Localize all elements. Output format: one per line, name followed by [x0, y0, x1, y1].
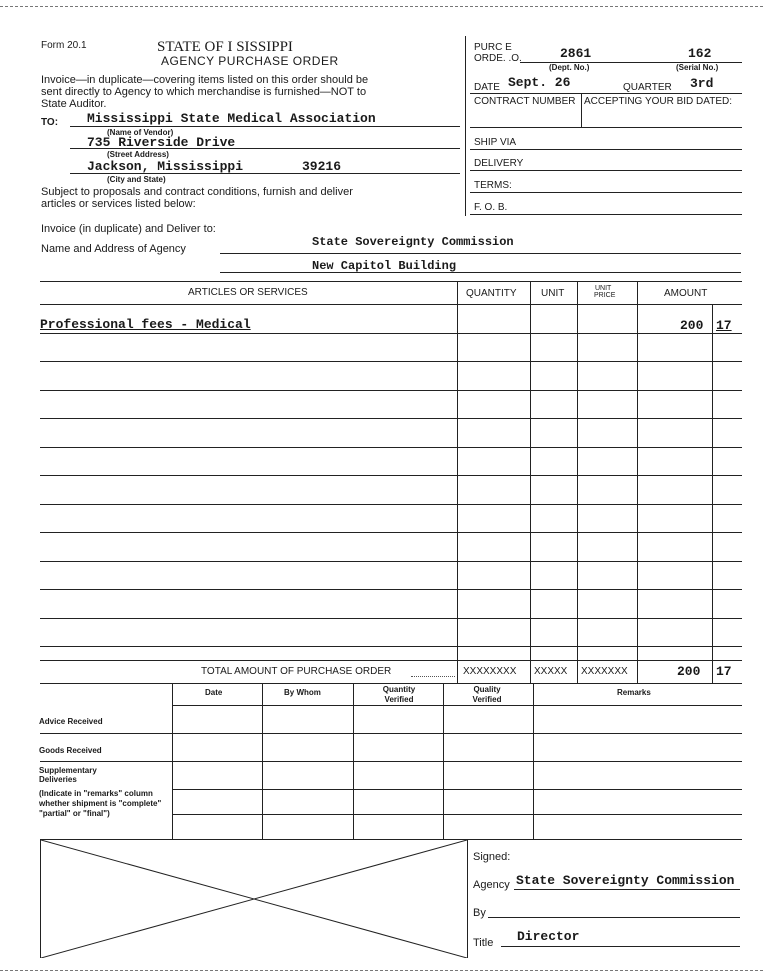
signed-label: Signed:: [473, 851, 511, 863]
quarter-value: 3rd: [690, 76, 714, 91]
remarks-instruction: (Indicate in "remarks" column whether shipment is "complete" "partial" or "final"): [39, 789, 162, 818]
vendor-street-caption: (Street Address): [107, 150, 169, 159]
vendor-street: 735 Riverside Drive: [87, 135, 236, 150]
item-description: Professional fees - Medical: [40, 317, 251, 332]
vendor-city-line: [70, 173, 460, 174]
dept-number: 2861: [560, 46, 592, 61]
top-edge-artifact: [0, 6, 763, 7]
total-amount-dollars: 200: [677, 664, 701, 679]
form-title: STATE OF I SISSIPPI: [157, 39, 293, 55]
agency-address-label: Name and Address of Agency: [41, 243, 186, 255]
form-number: Form 20.1: [41, 40, 87, 51]
receipt-header-date: Date: [205, 688, 223, 697]
delivery-line: [470, 170, 742, 171]
invoice-note-line-1: Invoice—in duplicate—covering items listed on this order should be: [41, 74, 369, 86]
date-label: DATE: [474, 82, 500, 93]
col-header-unit: UNIT: [541, 288, 565, 299]
order-date: Sept. 26: [508, 75, 571, 90]
quarter-label: QUARTER: [623, 82, 672, 93]
receipt-header-remarks: Remarks: [617, 688, 651, 697]
vendor-street-line: [70, 148, 460, 149]
item-amount-cents: 17: [716, 318, 732, 333]
total-unit-x: XXXXX: [534, 666, 568, 677]
sign-by-line: [488, 917, 740, 918]
row-supplementary-deliveries: Supplementary Deliveries: [39, 766, 97, 784]
vendor-name-caption: (Name of Vendor): [107, 128, 174, 137]
total-quantity-x: XXXXXXXX: [463, 666, 517, 677]
col-header-articles: ARTICLES OR SERVICES: [188, 287, 308, 298]
agency-address-line: [220, 272, 741, 273]
vendor-zip: 39216: [302, 159, 342, 174]
void-x-mark: [41, 840, 467, 958]
col-header-amount: AMOUNT: [664, 288, 708, 299]
sign-title-label: Title: [473, 937, 494, 949]
col-header-unit-price-line-1: UNIT: [595, 285, 612, 292]
serial-number: 162: [688, 46, 712, 61]
vendor-name: Mississippi State Medical Association: [87, 111, 376, 126]
invoice-note-line-2: sent directly to Agency to which merchandise is furnished—NOT to: [41, 86, 367, 98]
contract-divider: [581, 93, 582, 127]
delivery-label: DELIVERY: [474, 158, 524, 169]
invoice-note-line-3: State Auditor.: [41, 98, 107, 110]
form-subtitle: AGENCY PURCHASE ORDER: [161, 54, 339, 68]
sign-title-line: [501, 946, 740, 947]
agency-address: New Capitol Building: [312, 259, 457, 273]
fob-line: [470, 214, 742, 215]
ship-via-label: SHIP VIA: [474, 137, 517, 148]
receipt-header-by-whom: By Whom: [284, 688, 321, 697]
vendor-city-caption: (City and State): [107, 175, 166, 184]
total-label: TOTAL AMOUNT OF PURCHASE ORDER: [201, 666, 392, 677]
sign-by-label: By: [473, 907, 486, 919]
deliver-to-label: Invoice (in duplicate) and Deliver to:: [41, 223, 216, 235]
col-header-unit-price-line-2: PRICE: [594, 292, 616, 299]
sign-agency-line: [514, 889, 740, 890]
po-label-line-1: PURC E: [474, 42, 512, 53]
total-leader: [411, 676, 455, 677]
receipt-header-quality-verified: Quality Verified: [472, 685, 502, 704]
item-amount-dollars: 200: [680, 318, 704, 333]
sign-agency-value: State Sovereignty Commission: [516, 873, 735, 888]
ship-via-line: [470, 149, 742, 150]
total-price-x: XXXXXXX: [581, 666, 628, 677]
contract-line: [470, 127, 742, 128]
subject-line-1: Subject to proposals and contract conditions, furnish and deliver: [41, 186, 353, 198]
serial-caption: (Serial No.): [676, 63, 719, 72]
agency-name-line: [220, 253, 741, 254]
terms-label: TERMS:: [474, 180, 512, 191]
fob-label: F. O. B.: [474, 202, 508, 213]
total-amount-cents: 17: [716, 664, 732, 679]
col-header-quantity: QUANTITY: [466, 288, 517, 299]
vendor-name-line: [70, 126, 460, 127]
contract-number-label: CONTRACT NUMBER: [474, 96, 576, 107]
sign-title-value: Director: [517, 929, 580, 944]
bid-date-label: ACCEPTING YOUR BID DATED:: [584, 96, 732, 107]
bottom-edge-artifact: [0, 970, 763, 971]
date-line: [470, 93, 742, 94]
sign-agency-label: Agency: [473, 879, 510, 891]
row-goods-received: Goods Received: [39, 746, 102, 755]
row-advice-received: Advice Received: [39, 717, 103, 726]
terms-line: [470, 192, 742, 193]
void-box: [40, 840, 468, 958]
receipt-header-quantity-verified: Quantity Verified: [382, 685, 416, 704]
po-label-line-2: ORDE. .O.: [474, 53, 522, 64]
vendor-city: Jackson, Mississippi: [87, 159, 244, 174]
dept-caption: (Dept. No.): [549, 63, 590, 72]
to-label: TO:: [41, 117, 59, 128]
header-divider: [465, 36, 466, 216]
subject-line-2: articles or services listed below:: [41, 198, 196, 210]
agency-name: State Sovereignty Commission: [312, 235, 514, 249]
